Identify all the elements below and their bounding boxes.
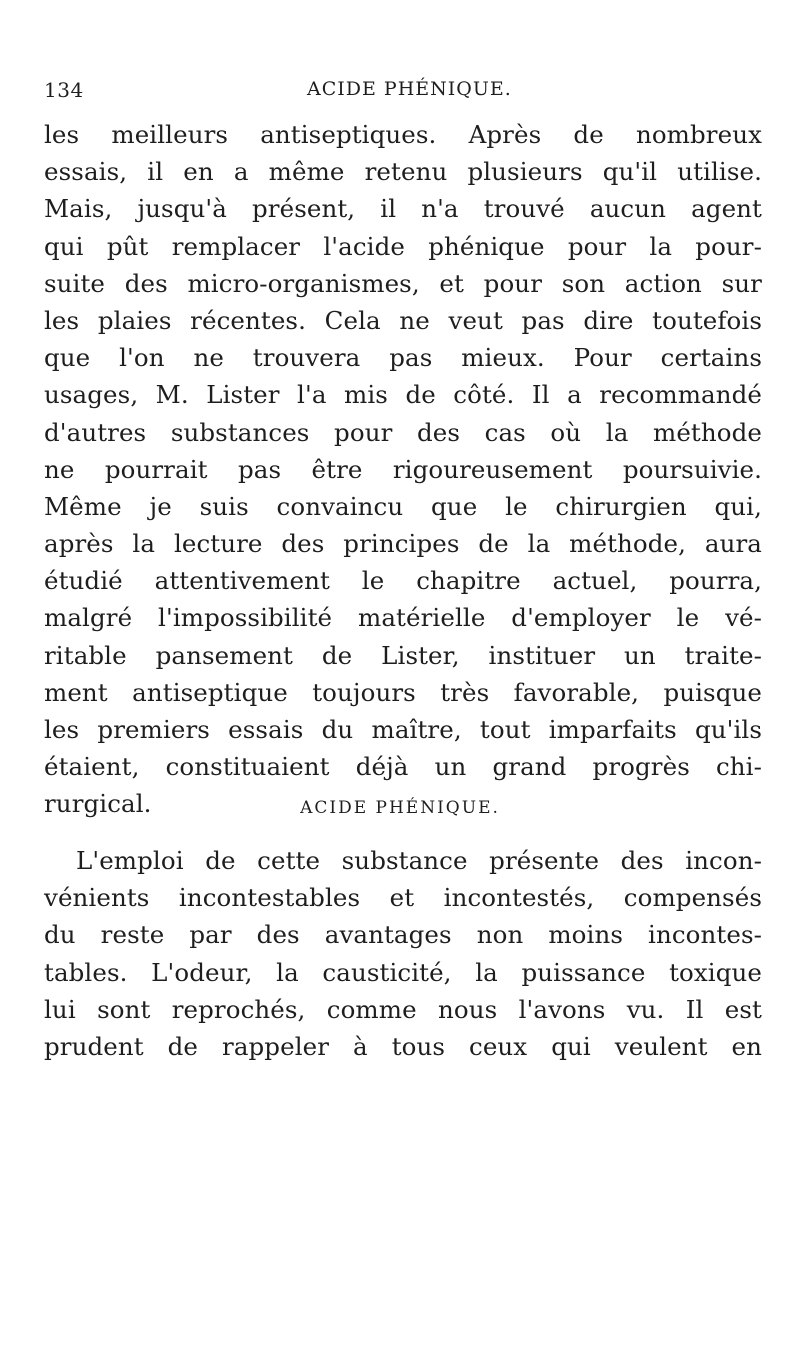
text-line: les premiers essais du maître, tout imparfaits qu'ils — [44, 715, 762, 744]
section-heading: ACIDE PHÉNIQUE. — [300, 798, 500, 818]
text-line: que l'on ne trouvera pas mieux. Pour certains — [44, 343, 762, 373]
text-line: prudent de rappeler à tous ceux qui veulent en — [44, 1031, 762, 1061]
text-line: étaient, constituaient déjà un grand progrès chi- — [44, 752, 762, 782]
text-line: usages, M. Lister l'a mis de côté. Il a recommandé — [44, 380, 762, 410]
text-line: suite des micro-organismes, et pour son action sur — [44, 268, 762, 298]
text-line: tables. L'odeur, la causticité, la puissance toxique — [44, 957, 762, 987]
text-line: rurgical. — [44, 789, 152, 819]
text-line: L'emploi de cette substance présente des incon- — [76, 846, 762, 875]
text-line: ritable pansement de Lister, instituer un traite- — [44, 640, 762, 670]
text-line: essais, il en a même retenu plusieurs qu'il utilise. — [44, 157, 762, 187]
running-title: ACIDE PHÉNIQUE. — [307, 78, 512, 100]
text-line: après la lecture des principes de la méthode, aura — [44, 529, 762, 559]
paragraph-1 — [44, 116, 762, 823]
text-line: du reste par des avantages non moins incontes- — [44, 920, 762, 950]
text-line: ment antiseptique toujours très favorable, puisque — [44, 677, 762, 707]
text-line: les plaies récentes. Cela ne veut pas dire toutefois — [44, 305, 762, 335]
running-head — [44, 78, 748, 108]
page-number: 134 — [44, 78, 84, 102]
text-line: qui pût remplacer l'acide phénique pour la pour- — [44, 231, 762, 261]
text-line: étudié attentivement le chapitre actuel, pourra, — [44, 566, 762, 596]
text-line: lui sont reprochés, comme nous l'avons vu. Il est — [44, 994, 762, 1024]
text-line: malgré l'impossibilité matérielle d'employer le vé- — [44, 603, 762, 633]
text-line: Mais, jusqu'à présent, il n'a trouvé aucun agent — [44, 194, 762, 224]
text-line: Même je suis convaincu que le chirurgien qui, — [44, 491, 762, 521]
text-line: vénients incontestables et incontestés, compensés — [44, 883, 762, 913]
paragraph-2 — [44, 842, 762, 1065]
text-line: d'autres substances pour des cas où la méthode — [44, 417, 762, 447]
text-line: ne pourrait pas être rigoureusement poursuivie. — [44, 454, 762, 484]
text-line: les meilleurs antiseptiques. Après de nombreux — [44, 120, 762, 149]
